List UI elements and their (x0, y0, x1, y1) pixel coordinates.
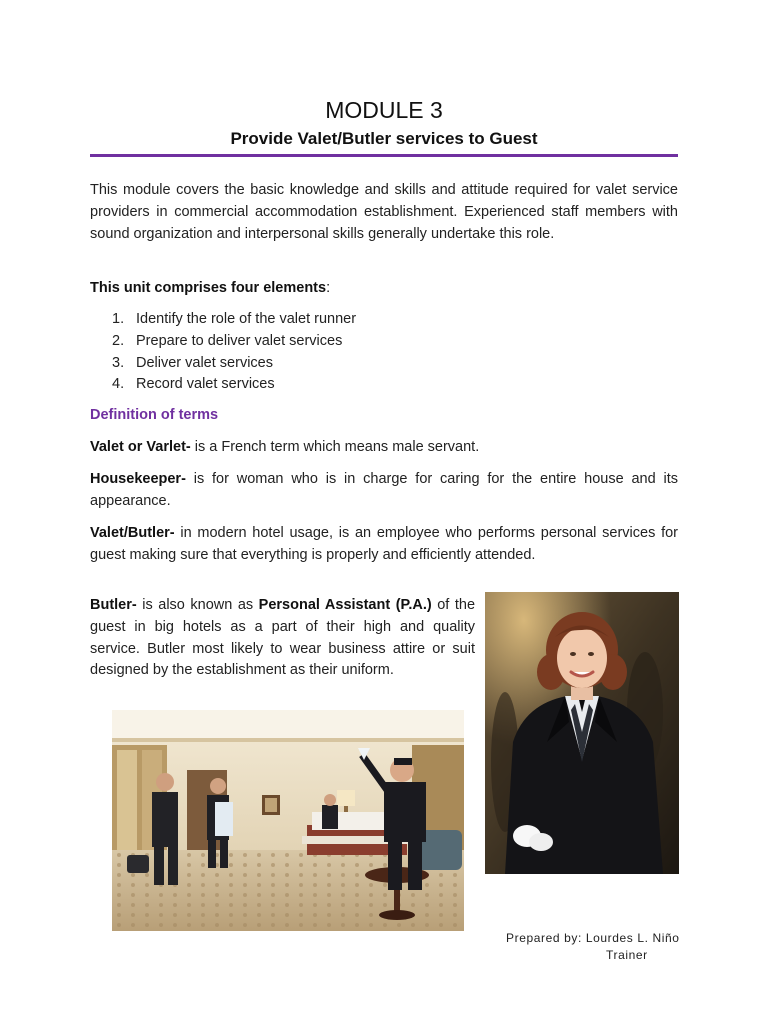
definition-valet-butler (90, 523, 678, 567)
elements-heading-colon: : (326, 280, 331, 296)
module-subtitle: Provide Valet/Butler services to Guest (230, 129, 538, 148)
prepared-by-footer (506, 930, 680, 964)
module-title: MODULE 3 (325, 97, 443, 123)
list-item (112, 331, 356, 353)
definition-text: in modern hotel usage, is an employee who performs personal services for guest making sure that everything is properly and efficiently attended. (90, 525, 678, 563)
list-item-number: 1. (112, 311, 125, 327)
elements-heading-text: This unit comprises four elements (90, 280, 327, 296)
list-item-text: Identify the role of the valet runner (136, 311, 357, 327)
list-item-number: 2. (112, 332, 125, 349)
elements-list (112, 309, 356, 396)
definition-text: is for woman who is in charge for caring for the entire house and its appearance. (90, 471, 678, 509)
list-item (112, 353, 356, 375)
definition-housekeeper (90, 469, 678, 513)
trainer-line: Trainer (606, 948, 648, 962)
elements-heading (90, 278, 330, 298)
list-item (112, 374, 356, 396)
definition-text: is also known as (136, 597, 259, 613)
definition-term: Butler- (90, 597, 137, 613)
definition-valet (90, 437, 678, 459)
intro-paragraph: This module covers the basic knowledge and skills and attitude required for valet service providers in commercial accommodation establishment. Experienced staff members with sound organization and interpersonal skills generally undertake this role. (90, 182, 678, 242)
list-item-text: Record valet services (136, 376, 275, 393)
list-item-text: Deliver valet services (136, 354, 273, 371)
prepared-by-line: Prepared by: Lourdes L. Niño (506, 931, 680, 945)
list-item-number: 4. (112, 376, 125, 393)
definition-term: Housekeeper- (90, 471, 186, 487)
title-divider (90, 154, 678, 157)
definition-butler (90, 595, 475, 682)
list-item-text: Prepare to deliver valet services (136, 332, 343, 349)
list-item (112, 309, 356, 331)
definition-term: Valet or Varlet- (90, 439, 191, 455)
hotel-room-photo (112, 710, 464, 931)
list-item-number: 3. (112, 354, 125, 371)
definition-text: is a French term which means male servant. (190, 439, 480, 455)
definition-term: Valet/Butler- (90, 525, 175, 541)
definition-bold-phrase: Personal Assistant (P.A.) (258, 597, 432, 613)
definitions-heading: Definition of terms (90, 407, 219, 423)
definition-text-continued: of the guest in big hotels as a part of their high and quality service. Butler most likely to wear business attire or suit designed by the establishment as their uniform. (90, 597, 476, 679)
butler-photo (485, 592, 679, 874)
